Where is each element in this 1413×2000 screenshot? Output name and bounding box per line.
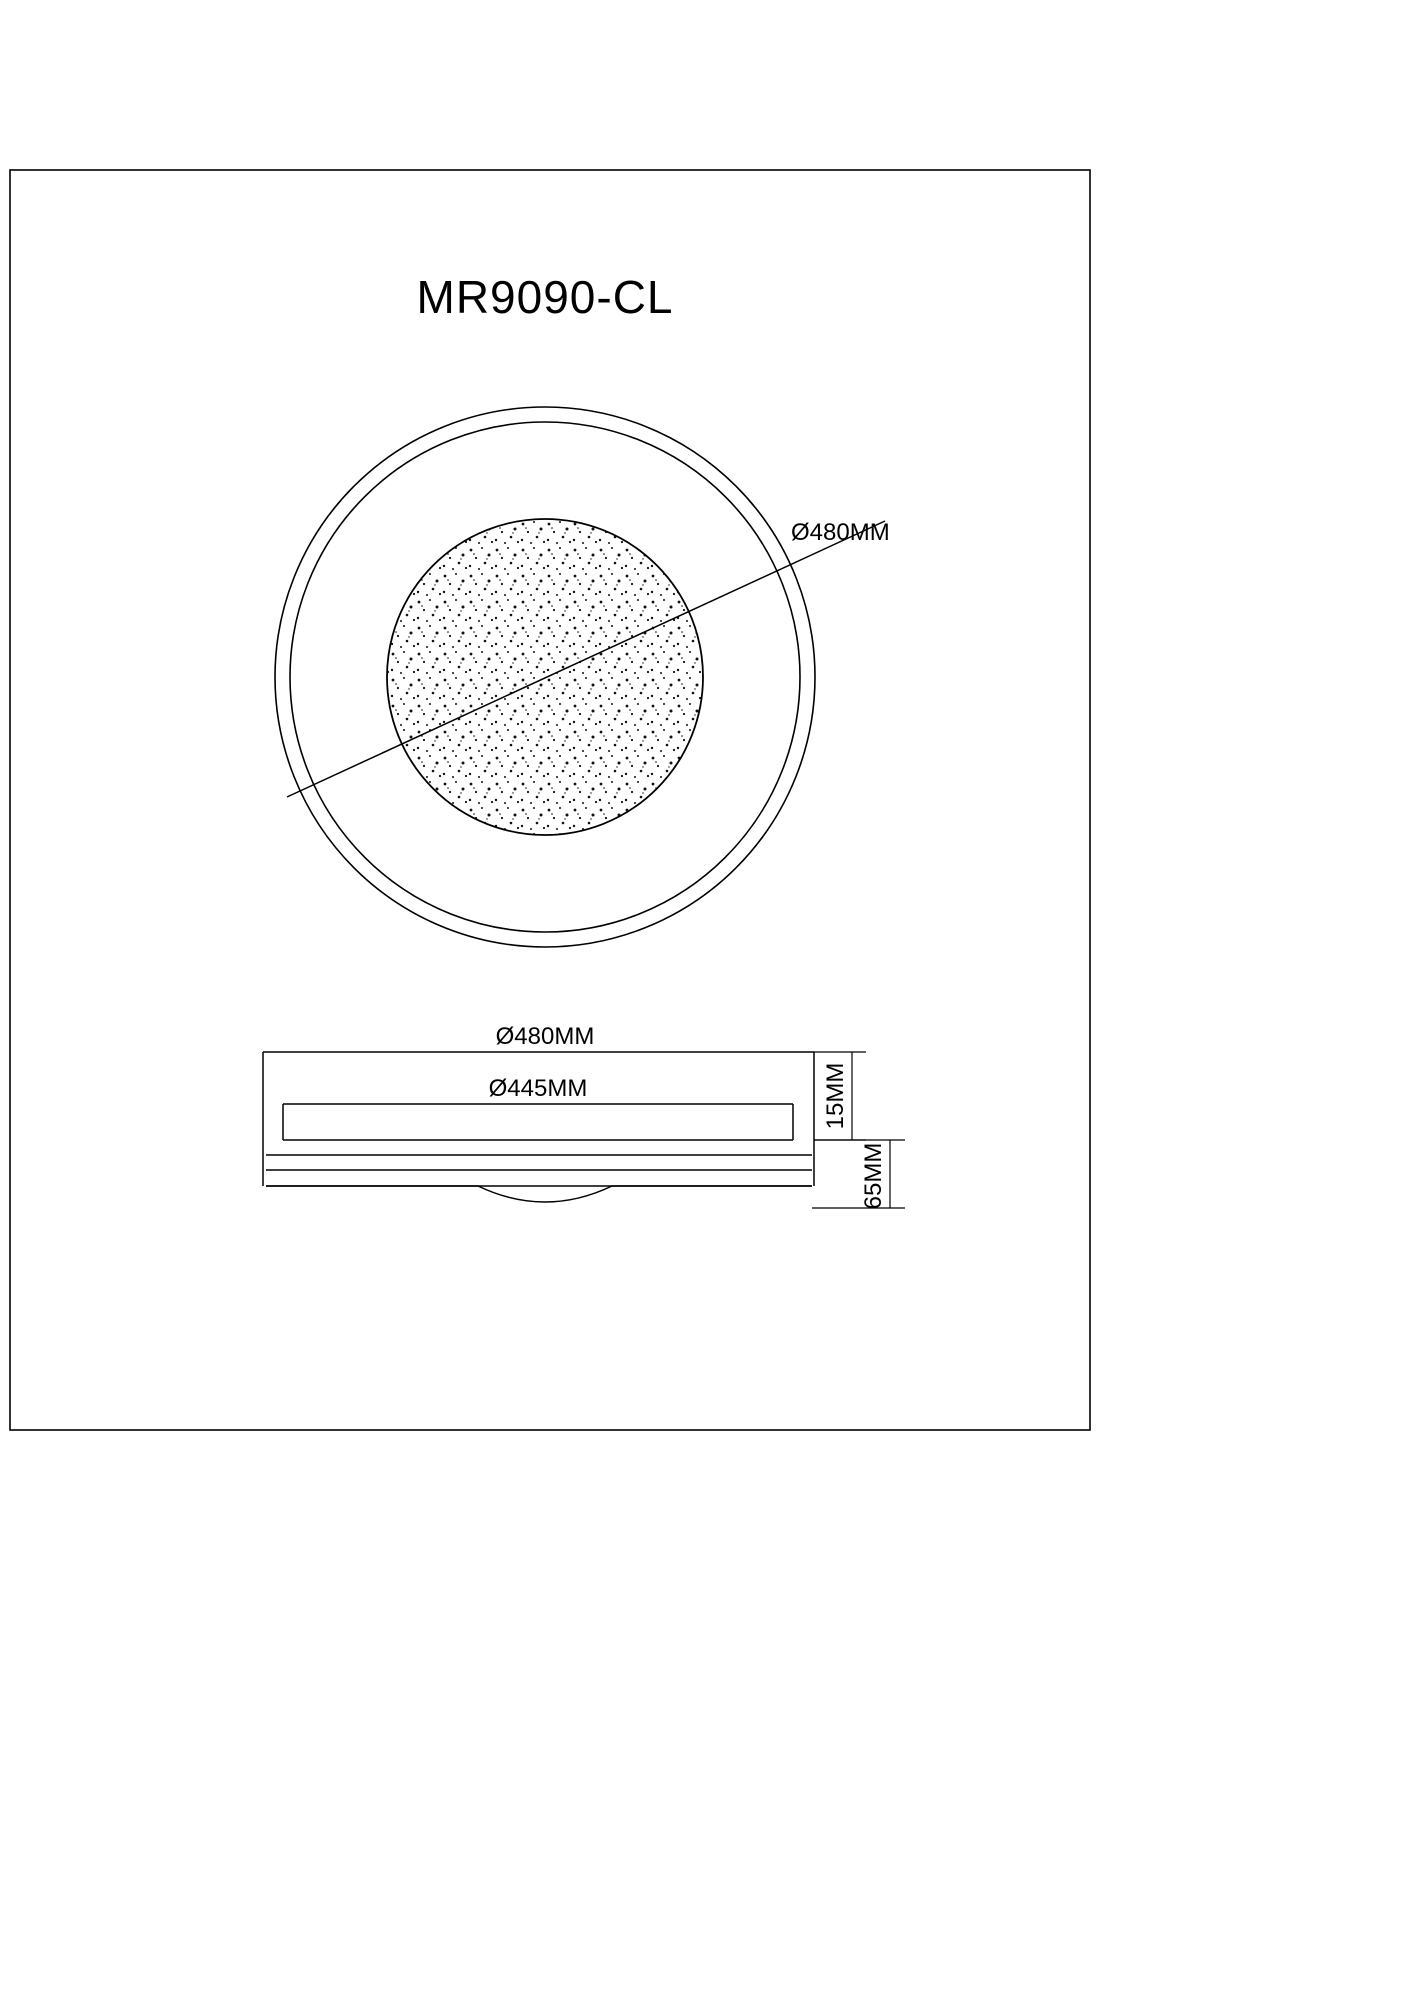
dimension-top-diameter: Ø480MM [791,519,890,546]
dimension-side-outer-diameter: Ø480MM [495,1023,595,1050]
diffuser-disc [387,519,703,835]
dimension-height-15mm: 15MM [822,1062,849,1130]
dimension-height-65mm: 65MM [860,1142,887,1210]
page-title: MR9090-CL [416,271,674,323]
dimension-side-inner-diameter: Ø445MM [488,1075,588,1102]
